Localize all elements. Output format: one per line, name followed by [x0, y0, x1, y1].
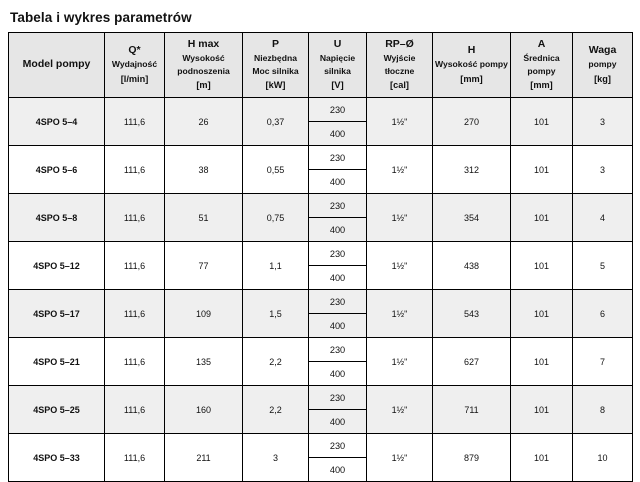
cell-rp: 1½" [367, 194, 433, 242]
cell-rp: 1½" [367, 98, 433, 146]
column-header-q-unit: [l/min] [120, 73, 149, 84]
column-header-p [243, 33, 309, 98]
column-header-a-symbol: A [537, 38, 546, 50]
cell-voltage-230: 230 [309, 146, 366, 170]
cell-model: 4SPO 5–6 [9, 146, 105, 194]
cell-rp: 1½" [367, 242, 433, 290]
table-row [9, 146, 633, 194]
cell-voltage-230: 230 [309, 194, 366, 218]
cell-hmax: 26 [165, 98, 243, 146]
cell-waga: 8 [573, 386, 633, 434]
column-header-rp [367, 33, 433, 98]
cell-model: 4SPO 5–17 [9, 290, 105, 338]
cell-waga: 6 [573, 290, 633, 338]
cell-p: 0,55 [243, 146, 309, 194]
cell-rp: 1½" [367, 338, 433, 386]
cell-q: 111,6 [105, 98, 165, 146]
column-header-rp-name: Wyjście tłoczne [383, 53, 416, 76]
column-header-rp-symbol: RP–Ø [385, 38, 414, 50]
column-header-hmax-name: Wysokość podnoszenia [177, 53, 230, 76]
cell-model: 4SPO 5–21 [9, 338, 105, 386]
cell-q: 111,6 [105, 338, 165, 386]
column-header-model [9, 33, 105, 98]
column-header-rp-unit: [cal] [390, 80, 409, 91]
column-header-waga-name: pompy [588, 59, 617, 70]
cell-voltage [309, 338, 367, 386]
cell-a: 101 [511, 386, 573, 434]
cell-voltage-400: 400 [329, 224, 346, 235]
cell-a: 101 [511, 194, 573, 242]
column-header-h-name: Wysokość pompy [435, 59, 508, 70]
cell-q: 111,6 [105, 194, 165, 242]
table-row [9, 338, 633, 386]
column-header-p-symbol: P [271, 38, 279, 50]
cell-h: 312 [433, 146, 511, 194]
table-body [9, 98, 633, 482]
cell-model: 4SPO 5–12 [9, 242, 105, 290]
cell-waga: 5 [573, 242, 633, 290]
table-row [9, 194, 633, 242]
cell-h: 879 [433, 434, 511, 482]
cell-p: 1,5 [243, 290, 309, 338]
cell-voltage-400: 400 [329, 368, 346, 379]
cell-model: 4SPO 5–4 [9, 98, 105, 146]
cell-h: 438 [433, 242, 511, 290]
parameters-table [8, 32, 633, 482]
cell-h: 711 [433, 386, 511, 434]
table-row [9, 242, 633, 290]
cell-voltage-400: 400 [329, 176, 346, 187]
cell-hmax: 38 [165, 146, 243, 194]
table-row [9, 434, 633, 482]
cell-rp: 1½" [367, 290, 433, 338]
column-header-u [309, 33, 367, 98]
cell-q: 111,6 [105, 386, 165, 434]
column-header-h-symbol: H [467, 44, 476, 57]
cell-voltage-400: 400 [329, 320, 346, 331]
cell-hmax: 135 [165, 338, 243, 386]
column-header-a-unit: [mm] [530, 80, 553, 91]
cell-voltage [309, 386, 367, 434]
cell-p: 3 [243, 434, 309, 482]
cell-a: 101 [511, 242, 573, 290]
cell-waga: 7 [573, 338, 633, 386]
cell-model: 4SPO 5–25 [9, 386, 105, 434]
cell-rp: 1½" [367, 146, 433, 194]
table-row [9, 98, 633, 146]
column-header-u-symbol: U [333, 38, 342, 50]
cell-voltage-400: 400 [329, 272, 346, 283]
column-header-q [105, 33, 165, 98]
column-header-p-name: Niezbędna Moc silnika [252, 53, 299, 76]
cell-waga: 3 [573, 98, 633, 146]
cell-p: 2,2 [243, 386, 309, 434]
column-header-q-symbol: Q* [128, 44, 141, 57]
column-header-hmax [165, 33, 243, 98]
cell-voltage [309, 242, 367, 290]
cell-voltage-400: 400 [329, 464, 346, 475]
cell-voltage-400: 400 [329, 416, 346, 427]
cell-h: 270 [433, 98, 511, 146]
cell-hmax: 109 [165, 290, 243, 338]
cell-model: 4SPO 5–8 [9, 194, 105, 242]
column-header-p-unit: [kW] [265, 80, 286, 91]
cell-rp: 1½" [367, 386, 433, 434]
cell-p: 1,1 [243, 242, 309, 290]
cell-voltage [309, 98, 367, 146]
page-title: Tabela i wykres parametrów [10, 10, 192, 25]
cell-voltage [309, 434, 367, 482]
cell-a: 101 [511, 290, 573, 338]
column-header-model-label: Model pompy [22, 58, 91, 71]
cell-hmax: 51 [165, 194, 243, 242]
cell-rp: 1½" [367, 434, 433, 482]
table-header-row [9, 33, 633, 98]
cell-a: 101 [511, 146, 573, 194]
column-header-u-unit: [V] [331, 80, 344, 91]
cell-voltage-230: 230 [309, 98, 366, 122]
cell-voltage-230: 230 [309, 386, 366, 410]
cell-q: 111,6 [105, 290, 165, 338]
column-header-a [511, 33, 573, 98]
cell-voltage-230: 230 [309, 434, 366, 458]
cell-waga: 10 [573, 434, 633, 482]
cell-waga: 4 [573, 194, 633, 242]
table-header [9, 33, 633, 98]
column-header-q-name: Wydajność [111, 59, 158, 70]
column-header-a-name: Średnica pompy [523, 53, 560, 76]
cell-model: 4SPO 5–33 [9, 434, 105, 482]
table-row [9, 386, 633, 434]
cell-q: 111,6 [105, 242, 165, 290]
cell-hmax: 211 [165, 434, 243, 482]
cell-hmax: 77 [165, 242, 243, 290]
cell-p: 2,2 [243, 338, 309, 386]
cell-p: 0,75 [243, 194, 309, 242]
column-header-u-name: Napięcie silnika [319, 53, 356, 76]
column-header-hmax-unit: [m] [196, 80, 211, 91]
cell-voltage-230: 230 [309, 242, 366, 266]
cell-waga: 3 [573, 146, 633, 194]
cell-a: 101 [511, 98, 573, 146]
cell-q: 111,6 [105, 146, 165, 194]
cell-h: 354 [433, 194, 511, 242]
cell-voltage-230: 230 [309, 338, 366, 362]
cell-hmax: 160 [165, 386, 243, 434]
cell-p: 0,37 [243, 98, 309, 146]
cell-voltage-230: 230 [309, 290, 366, 314]
cell-h: 627 [433, 338, 511, 386]
table-row [9, 290, 633, 338]
column-header-h [433, 33, 511, 98]
cell-voltage [309, 290, 367, 338]
cell-voltage [309, 194, 367, 242]
column-header-waga-unit: [kg] [594, 73, 611, 84]
cell-a: 101 [511, 338, 573, 386]
column-header-waga [573, 33, 633, 98]
column-header-h-unit: [mm] [460, 73, 483, 84]
cell-voltage-400: 400 [329, 128, 346, 139]
column-header-waga-symbol: Waga [588, 44, 617, 57]
cell-voltage [309, 146, 367, 194]
column-header-hmax-symbol: H max [187, 38, 220, 50]
cell-h: 543 [433, 290, 511, 338]
cell-a: 101 [511, 434, 573, 482]
cell-q: 111,6 [105, 434, 165, 482]
